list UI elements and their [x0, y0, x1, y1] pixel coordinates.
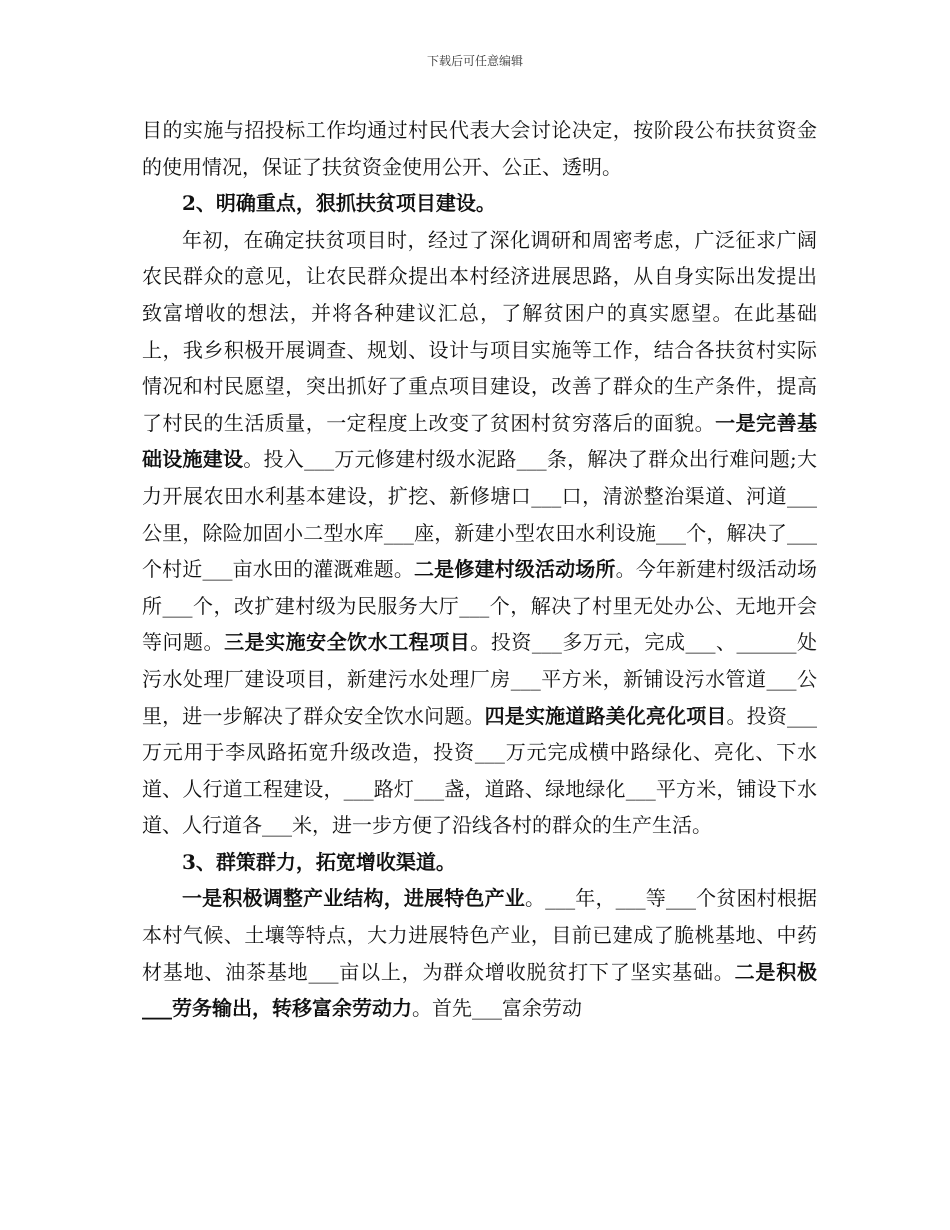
bold-run: 三是实施安全饮水工程项目	[224, 630, 471, 655]
text-run: 。___年，___等___个贫困村根据本村气候、土壤等特点，大力进展特色产业，目前已建成了脆桃基地、中药材基地、油茶基地___亩以上，为群众增收脱贫打下了坚实基础。	[142, 886, 818, 984]
bold-run: 一是完善基础设施建设	[142, 410, 817, 472]
bold-run: 一是积极调整产业结构，进展特色产业	[182, 886, 525, 911]
text-run: 。投资___万元用于李凤路拓宽升级改造，投资___万元完成横中路绿化、亮化、下水道、人行道工程建设，___路灯___盏，道路、绿地绿化___平方米，铺设下水道、人行道各___米，进一步方便了沿线各村的群众的生产生活。	[142, 703, 817, 838]
paragraph-1: 目的实施与招投标工作均通过村民代表大会讨论决定，按阶段公布扶贫资金的使用情况，保证了扶贫资金使用公开、公正、透明。	[142, 118, 817, 179]
heading-text: 2、明确重点，狠抓扶贫项目建设。	[182, 191, 496, 216]
section-heading-2	[142, 185, 817, 222]
page-header: 下载后可任意编辑	[426, 54, 523, 68]
heading-text: 3、群策群力，拓宽增收渠道。	[182, 849, 456, 874]
bold-run: 二是积极___劳务输出，转移富余劳动力	[142, 959, 818, 1021]
text-run: 年初，在确定扶贫项目时，经过了深化调研和周密考虑，广泛征求广阔农民群众的意见，让农民群众提出本村经济进展思路，从自身实际出发提出致富增收的想法，并将各种建议汇总，了解贫困户的真实愿望。在此基础上，我乡积极开展调查、规划、设计与项目实施等工作，结合各扶贫村实际情况和村民愿望，突出抓好了重点项目建设，改善了群众的生产条件，提高了村民的生活质量，一定程度上改变了贫困村贫穷落后的面貌。	[142, 227, 817, 435]
bold-run: 四是实施道路美化亮化项目	[484, 703, 727, 728]
bold-run: 二是修建村级活动场所	[414, 557, 616, 582]
document-body	[142, 112, 817, 1027]
text-run: 。首先___富余劳动	[412, 996, 582, 1021]
text-run: 。投入___万元修建村级水泥路___条，解决了群众出行难问题;大力开展农田水利基本建设，扩挖、新修塘口___口，清淤整治渠道、河道___公里，除险加固小二型水库___座，新建小型农田水利设施___个，解决了___个村近___亩水田的灌溉难题。	[142, 447, 817, 582]
paragraph-3	[142, 880, 817, 1026]
paragraph-2	[142, 222, 817, 844]
section-heading-3	[142, 844, 817, 881]
text-run: 。今年新建村级活动场所___个，改扩建村级为民服务大厅___个，解决了村里无处办公、无地开会等问题。	[142, 557, 817, 655]
text-run: 。投资___多万元，完成___、______处污水处理厂建设项目，新建污水处理厂房___平方米，新铺设污水管道___公里，进一步解决了群众安全饮水问题。	[142, 630, 818, 728]
